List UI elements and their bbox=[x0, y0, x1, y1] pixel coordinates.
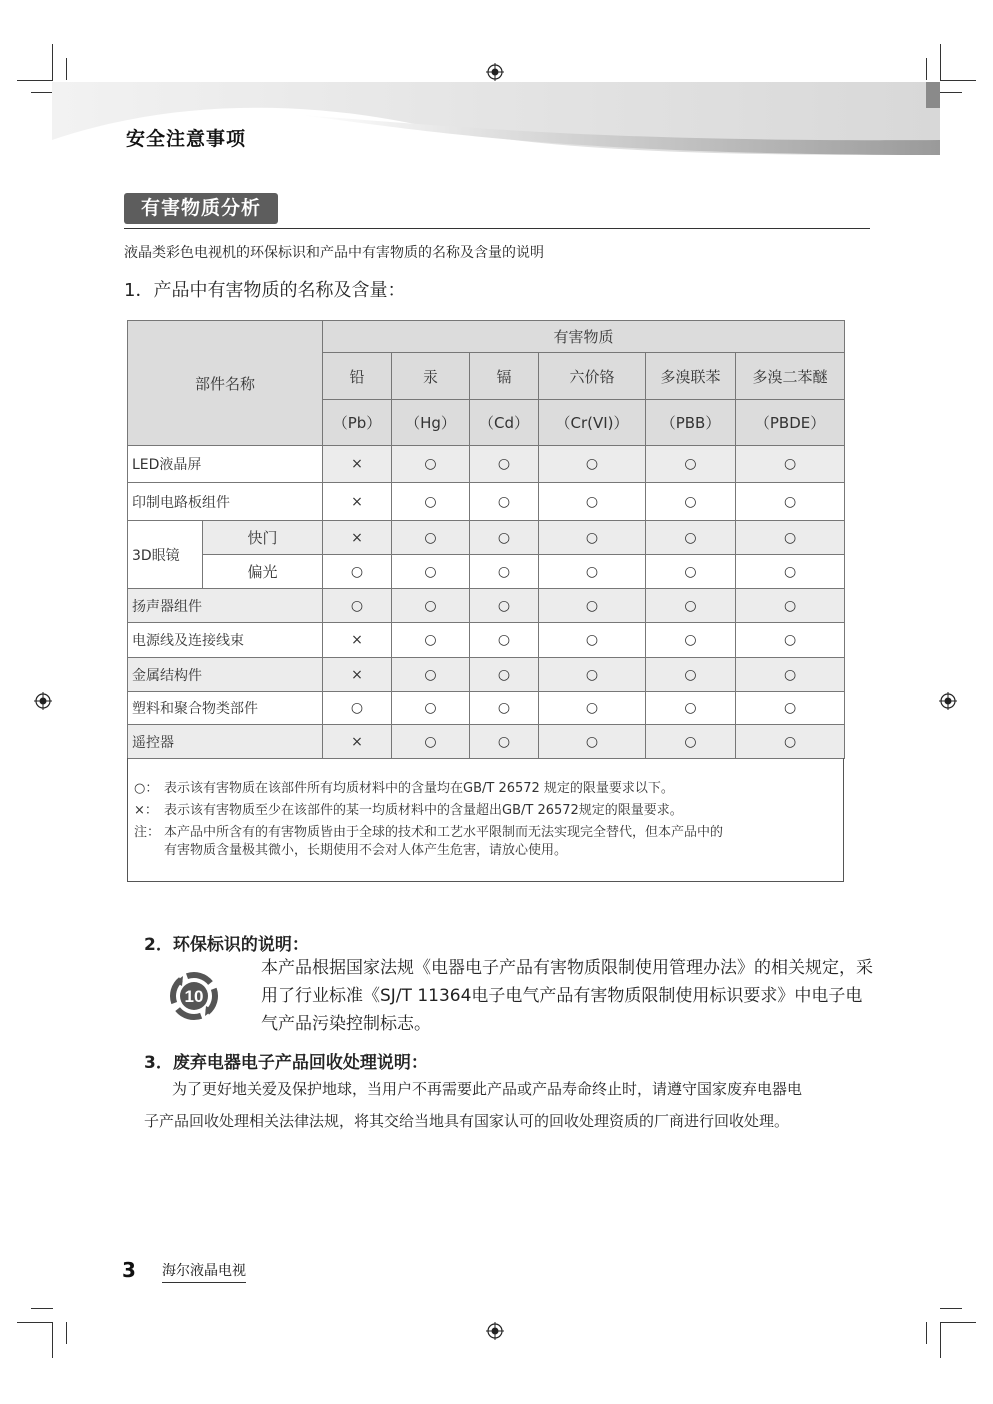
intro-text: 液晶类彩色电视机的环保标识和产品中有害物质的名称及含量的说明 bbox=[124, 245, 544, 261]
mark-cell: ○ bbox=[736, 725, 845, 759]
mark-cell: ○ bbox=[539, 483, 646, 521]
table-row bbox=[128, 725, 845, 759]
substance-symbol: （Pb） bbox=[323, 400, 392, 446]
note-cross bbox=[134, 800, 843, 822]
mark-cell: ○ bbox=[736, 521, 845, 555]
crop-mark bbox=[940, 1322, 941, 1358]
note-general bbox=[134, 822, 843, 860]
item1-heading: 1．产品中有害物质的名称及含量： bbox=[124, 280, 406, 301]
part-name: 偏光 bbox=[203, 555, 323, 589]
substance-symbol: （PBB） bbox=[646, 400, 736, 446]
mark-cell: ○ bbox=[323, 555, 392, 589]
note-text: 表示该有害物质至少在该部件的某一均质材料中的含量超出GB/T 26572规定的限量要求。 bbox=[164, 803, 683, 818]
mark-cell: ○ bbox=[392, 446, 470, 483]
mark-cell: ○ bbox=[323, 692, 392, 725]
mark-cell: ○ bbox=[736, 589, 845, 623]
item3-heading: 3．废弃电器电子产品回收处理说明： bbox=[144, 1053, 428, 1073]
substance-name: 汞 bbox=[392, 353, 470, 400]
table-row bbox=[128, 623, 845, 658]
mark-cell: ○ bbox=[539, 446, 646, 483]
part-name: 快门 bbox=[203, 521, 323, 555]
mark-cell: ○ bbox=[646, 483, 736, 521]
mark-cell: ○ bbox=[470, 521, 539, 555]
mark-cell: × bbox=[323, 623, 392, 658]
mark-cell: ○ bbox=[392, 725, 470, 759]
table-row bbox=[128, 483, 845, 521]
mark-cell: ○ bbox=[539, 589, 646, 623]
table-notes bbox=[127, 758, 844, 882]
registration-mark-icon bbox=[939, 692, 957, 710]
substance-symbol: （PBDE） bbox=[736, 400, 845, 446]
mark-cell: ○ bbox=[392, 589, 470, 623]
mark-cell: ○ bbox=[646, 692, 736, 725]
mark-cell: ○ bbox=[539, 555, 646, 589]
mark-cell: ○ bbox=[470, 446, 539, 483]
mark-cell: ○ bbox=[392, 483, 470, 521]
crop-mark bbox=[940, 1322, 976, 1323]
header-band bbox=[0, 70, 993, 170]
mark-cell: ○ bbox=[392, 555, 470, 589]
mark-cell: ○ bbox=[470, 555, 539, 589]
mark-cell: ○ bbox=[736, 623, 845, 658]
section-title-badge: 有害物质分析 bbox=[124, 193, 278, 224]
crop-mark bbox=[52, 1322, 53, 1358]
crop-mark bbox=[926, 1322, 927, 1344]
crop-mark bbox=[31, 1308, 53, 1309]
part-name-header: 部件名称 bbox=[128, 321, 323, 446]
mark-cell: ○ bbox=[539, 692, 646, 725]
substance-name: 多溴二苯醚 bbox=[736, 353, 845, 400]
footer-brand: 海尔液晶电视 bbox=[162, 1260, 246, 1283]
mark-cell: ○ bbox=[736, 658, 845, 692]
mark-cell: ○ bbox=[736, 446, 845, 483]
mark-cell: ○ bbox=[392, 658, 470, 692]
substance-symbol: （Hg） bbox=[392, 400, 470, 446]
hazardous-substance-table bbox=[127, 320, 845, 759]
substance-name: 镉 bbox=[470, 353, 539, 400]
item3-line: 为了更好地关爱及保护地球，当用户不再需要此产品或产品寿命终止时，请遵守国家废弃电器电 bbox=[172, 1080, 803, 1098]
part-name: 扬声器组件 bbox=[128, 589, 323, 623]
substance-symbol: （Cr(VI)） bbox=[539, 400, 646, 446]
table-row bbox=[128, 555, 845, 589]
substance-group-header: 有害物质 bbox=[323, 321, 845, 353]
part-name: 塑料和聚合物类部件 bbox=[128, 692, 323, 725]
part-name: 金属结构件 bbox=[128, 658, 323, 692]
mark-cell: ○ bbox=[392, 521, 470, 555]
mark-cell: ○ bbox=[539, 658, 646, 692]
substance-name: 铅 bbox=[323, 353, 392, 400]
item3-line: 子产品回收处理相关法律法规，将其交给当地具有国家认可的回收处理资质的厂商进行回收处理。 bbox=[144, 1112, 790, 1130]
mark-cell: ○ bbox=[539, 521, 646, 555]
table-row bbox=[128, 589, 845, 623]
mark-cell: ○ bbox=[392, 692, 470, 725]
mark-cell: ○ bbox=[646, 589, 736, 623]
mark-cell: ○ bbox=[470, 692, 539, 725]
mark-cell: ○ bbox=[646, 658, 736, 692]
mark-cell: ○ bbox=[736, 483, 845, 521]
table-row bbox=[128, 658, 845, 692]
mark-cell: ○ bbox=[539, 725, 646, 759]
note-key: 注： bbox=[134, 825, 161, 840]
mark-cell: ○ bbox=[646, 555, 736, 589]
part-name: 遥控器 bbox=[128, 725, 323, 759]
item2-heading: 2．环保标识的说明： bbox=[144, 935, 309, 955]
mark-cell: ○ bbox=[646, 623, 736, 658]
mark-cell: ○ bbox=[392, 623, 470, 658]
mark-cell: ○ bbox=[646, 725, 736, 759]
registration-mark-icon bbox=[34, 692, 52, 710]
part-name: LED液晶屏 bbox=[128, 446, 323, 483]
note-text: 表示该有害物质在该部件所有均质材料中的含量均在GB/T 26572 规定的限量要求以下。 bbox=[164, 781, 674, 796]
note-text bbox=[164, 822, 843, 860]
table-row bbox=[128, 521, 845, 555]
mark-cell: × bbox=[323, 725, 392, 759]
note-circle bbox=[134, 778, 843, 800]
eco-logo-number: 10 bbox=[184, 987, 204, 1006]
note-line: 本产品中所含有的有害物质皆由于全球的技术和工艺水平限制而无法实现完全替代，但本产品中的 bbox=[164, 825, 724, 840]
mark-cell: × bbox=[323, 521, 392, 555]
crop-mark bbox=[66, 1322, 67, 1344]
crop-mark bbox=[17, 1322, 53, 1323]
section-divider bbox=[124, 228, 870, 229]
item3-body bbox=[144, 1073, 874, 1137]
page-number: 3 bbox=[122, 1258, 136, 1282]
mark-cell: × bbox=[323, 658, 392, 692]
part-group-name: 3D眼镜 bbox=[128, 521, 203, 589]
mark-cell: ○ bbox=[539, 623, 646, 658]
table-row bbox=[128, 446, 845, 483]
table-row bbox=[128, 692, 845, 725]
note-key: ×： bbox=[134, 803, 158, 818]
page-header-title: 安全注意事项 bbox=[126, 128, 247, 150]
crop-mark bbox=[940, 1308, 962, 1309]
mark-cell: × bbox=[323, 446, 392, 483]
substance-name: 六价铬 bbox=[539, 353, 646, 400]
mark-cell: ○ bbox=[470, 483, 539, 521]
mark-cell: ○ bbox=[736, 555, 845, 589]
mark-cell: ○ bbox=[646, 521, 736, 555]
item2-body: 本产品根据国家法规《电器电子产品有害物质限制使用管理办法》的相关规定，采用了行业标准《SJ/T 11364电子电气产品有害物质限制使用标识要求》中电子电气产品污染控制标志。 bbox=[261, 958, 873, 1034]
mark-cell: ○ bbox=[470, 623, 539, 658]
mark-cell: ○ bbox=[470, 658, 539, 692]
eco-friendly-use-period-icon bbox=[168, 970, 220, 1022]
mark-cell: × bbox=[323, 483, 392, 521]
substance-symbol: （Cd） bbox=[470, 400, 539, 446]
registration-mark-icon bbox=[486, 1322, 504, 1340]
note-key: ○： bbox=[134, 781, 159, 796]
mark-cell: ○ bbox=[323, 589, 392, 623]
mark-cell: ○ bbox=[736, 692, 845, 725]
part-name: 电源线及连接线束 bbox=[128, 623, 323, 658]
mark-cell: ○ bbox=[470, 725, 539, 759]
mark-cell: ○ bbox=[646, 446, 736, 483]
substance-name: 多溴联苯 bbox=[646, 353, 736, 400]
part-name: 印制电路板组件 bbox=[128, 483, 323, 521]
note-line: 有害物质含量极其微小，长期使用不会对人体产生危害，请放心使用。 bbox=[164, 843, 568, 858]
mark-cell: ○ bbox=[470, 589, 539, 623]
